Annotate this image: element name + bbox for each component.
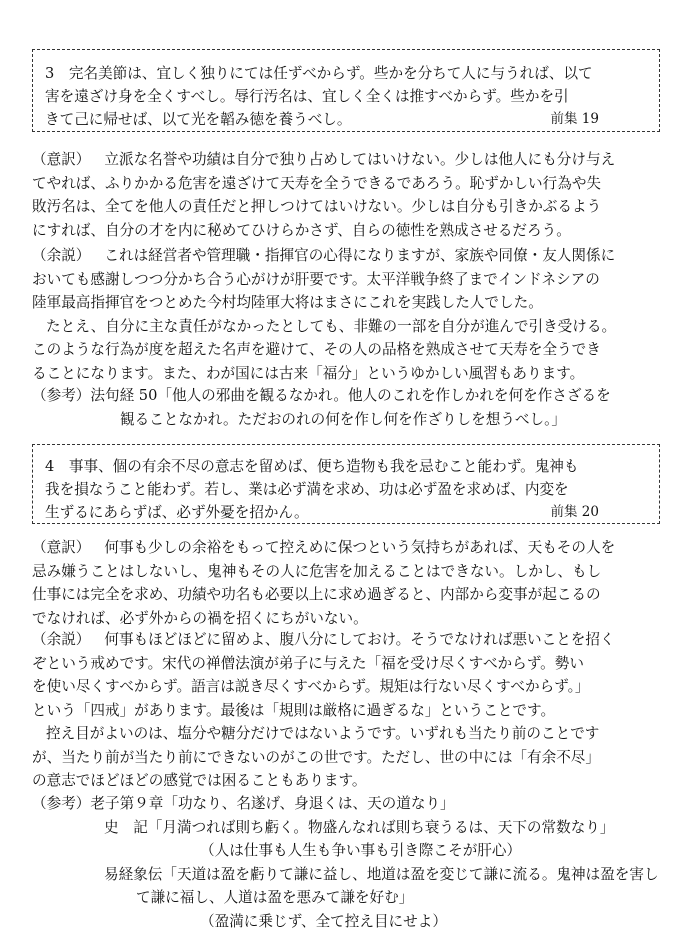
line-text: 老子第９章「功なり、名遂げ、身退くは、天の道なり」 [90,795,455,812]
line-text: て謙に福し、人道は盈を悪みて謙を好む」 [136,889,414,906]
paragraph-line [32,863,672,887]
line-text: 何事もほどほどに留めよ、腹八分にしておけ。そうでなければ悪いことを招く [104,631,615,648]
source-reference: 前集 20 [550,504,599,520]
quote-line: 3 完名美節は、宜しく独りにては任ずべからず。些かを分ちて人に与うれば、以て [45,65,593,82]
paragraph-line: にすれば、自分の才を内に秘めてひけらかさず、自らの徳性を熟成させるだろう。 [32,221,571,239]
line-text: 立派な名誉や功績は自分で独り占めしてはいけない。少しは他人にも分け与え [104,151,616,168]
paragraph-line [32,384,672,408]
paragraph-line [32,315,672,339]
line-text: 史 記「月満つれば則ち虧く。物盛んなれば則ち衰うるは、天下の常数なり」 [104,818,615,836]
paragraph-line [32,722,672,746]
paragraph-line: を使い尽くすべからず。語言は説き尽くすべからず。規矩は行ない尽くすべからず。」 [32,678,590,695]
paragraph-line [32,244,672,268]
paragraph-line: 仕事には完全を求め、功績や功名も必要以上に求め過ぎると、内部から変事が起こるの [32,586,601,603]
paragraph-line [32,148,672,172]
paragraph-line: このような行為が度を超えた名声を避けて、その人の品格を熟成させて天寿を全うでき [32,341,601,358]
paragraph-line: 敗汚名は、全てを他人の責任だと押しつけてはいけない。少しは自分も引きかぶるよう [32,198,602,215]
quote-line-text: きて己に帰せば、以て光を韜み徳を養うべし。 [45,111,352,128]
paragraph-line: が、当たり前が当たり前にできないのがこの世です。ただし、世の中には「有余不尽」 [32,748,600,766]
paragraph-line: 忌み嫌うことはしないし、鬼神もその人に危害を加えることはできない。しかし、もし [32,562,602,580]
paragraph-line [32,536,672,560]
quote-line [45,108,647,131]
paragraph-line [32,910,672,934]
paragraph-line: 陸軍最高指揮官をつとめた今村均陸軍大将はまさにこれを実践した人でした。 [32,294,543,311]
line-text: 控え目がよいのは、塩分や糖分だけではないようです。いずれも当たり前のことです [46,725,600,742]
translation-3 [32,148,672,242]
source-reference: 前集 19 [550,111,599,127]
quote-line: 害を遠ざけ身を全くすべし。辱行汚名は、宜しく全くは推すべからず。些かを引 [45,88,569,105]
paragraph-line [32,839,672,863]
paragraph-line [32,408,672,432]
quote-line-text: 生ずるにあらずば、必ず外憂を招かん。 [45,504,309,521]
paragraph-line: でなければ、必ず外からの禍を招くにちがいない。 [32,609,368,627]
line-text: 観ることなかれ。ただおのれの何を作し何を作ざりしを想うべし。」 [120,410,566,428]
reference-4 [32,792,672,933]
quote-line: 4 事事、個の有余不尽の意志を留めば、便ち造物も我を忌むこと能わず。鬼神も [45,458,579,475]
section-label: （参考） [32,387,91,404]
paragraph-line [32,886,672,910]
reference-3 [32,384,672,431]
translation-4 [32,536,672,630]
paragraph-line: という「四戒」があります。最後は「規則は厳格に過ぎるな」ということです。 [32,701,556,719]
paragraph-line: おいても感謝しつつ分かち合う心がけが肝要です。太平洋戦争終了までインドネシアの [32,270,600,288]
paragraph-line: ぞという戒めです。宋代の禅僧法演が弟子に与えた「福を受け尽くすべからず。勢い [32,654,584,672]
section-label: （参考） [32,795,91,812]
paragraph-line [32,792,672,816]
line-text: 法句経 50「他人の邪曲を観るなかれ。他人のこれを作しかれを何を作さざるを [90,387,611,404]
quote-line [45,501,647,524]
quote-box-3 [32,49,660,132]
quote-line: 我を損なうこと能わず。若し、業は必ず満を求め、功は必ず盈を求めば、内変を [45,481,569,498]
line-text: たとえ、自分に主な責任がなかったとしても、非難の一部を自分が進んで引き受ける。 [46,317,617,335]
commentary-4 [32,628,672,793]
paragraph-line: てやれば、ふりかかる危害を遠ざけて天寿を全うできるであろう。恥ずかしい行為や失 [32,174,602,192]
line-text: （盈満に乗じず、全て控え目にせよ） [200,912,447,930]
paragraph-line: の意志でほどほどの感覚では困ることもあります。 [32,772,367,789]
section-label: （意訳） [32,539,91,556]
line-text: これは経営者や管理職・指揮官の心得になりますが、家族や同僚・友人関係に [104,247,616,264]
line-text: （人は仕事も人生も争い事も引き際こそが肝心） [200,842,522,859]
section-label: （余説） [32,247,91,264]
quote-box-4 [32,444,660,524]
line-text: 易経象伝「天道は盈を虧りて謙に益し、地道は盈を変じて謙に流る。鬼神は盈を害し [104,865,659,883]
section-label: （余説） [32,631,91,648]
paragraph-line [32,628,672,652]
paragraph-line: ることになります。また、わが国には古来「福分」というゆかしい風習もあります。 [32,364,585,382]
commentary-3 [32,244,672,385]
paragraph-line [32,816,672,840]
section-label: （意訳） [32,151,91,168]
line-text: 何事も少しの余裕をもって控えめに保つという気持ちがあれば、天もその人を [104,539,616,556]
